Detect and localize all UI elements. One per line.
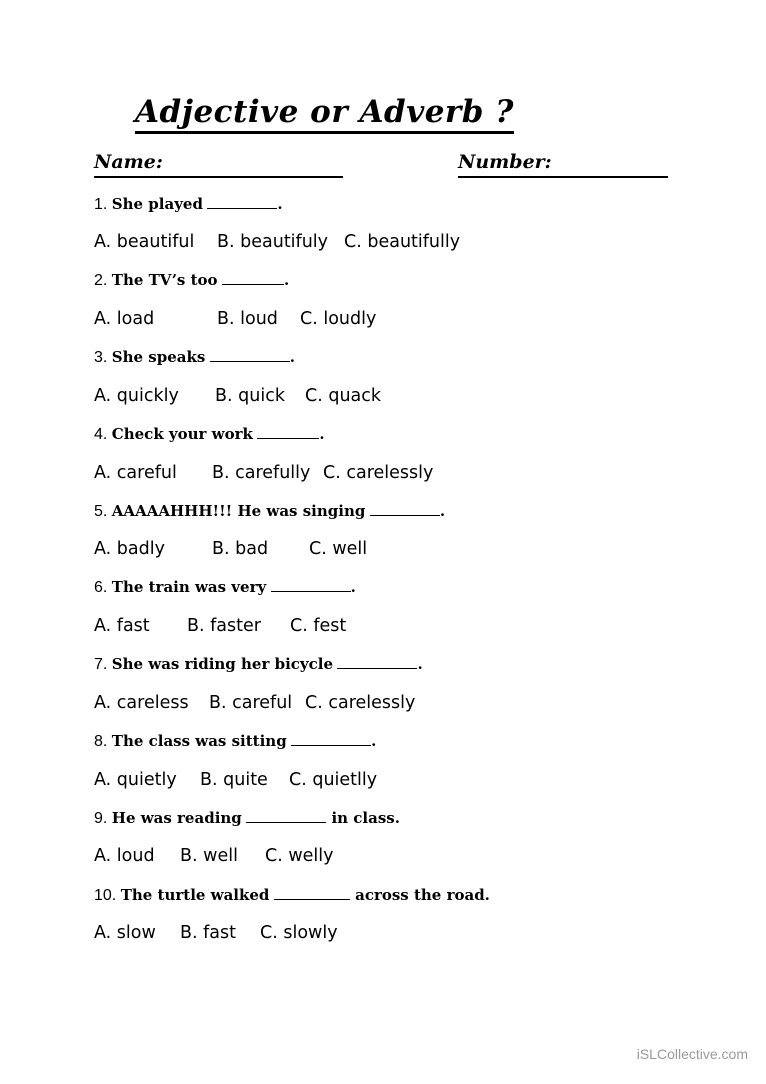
- question-tail: .: [350, 578, 356, 596]
- option-a[interactable]: A. careful: [94, 463, 177, 483]
- answer-blank[interactable]: [337, 654, 417, 669]
- question-number: 5.: [94, 503, 108, 520]
- name-field[interactable]: [94, 150, 343, 178]
- option-b[interactable]: B. quite: [200, 770, 268, 790]
- option-c[interactable]: C. carelessly: [323, 463, 434, 483]
- question-number: 3.: [94, 349, 108, 366]
- option-c[interactable]: C. quack: [305, 386, 382, 406]
- question-tail: across the road.: [349, 886, 490, 904]
- answer-blank[interactable]: [271, 577, 351, 592]
- answer-blank[interactable]: [246, 808, 326, 823]
- option-b[interactable]: B. careful: [209, 693, 293, 713]
- question-6: [94, 577, 356, 598]
- question-2: [94, 270, 289, 291]
- option-c[interactable]: C. loudly: [300, 309, 377, 329]
- option-b[interactable]: B. quick: [215, 386, 285, 406]
- question-stem: AAAAAHHH!!! He was singing: [111, 502, 366, 520]
- option-c[interactable]: C. quietlly: [289, 770, 378, 790]
- answer-blank[interactable]: [210, 347, 290, 362]
- question-3: [94, 347, 295, 368]
- option-c[interactable]: C. slowly: [260, 923, 338, 943]
- option-b[interactable]: B. well: [180, 846, 238, 866]
- option-b[interactable]: B. beautifuly: [217, 232, 329, 252]
- question-number: 9.: [94, 810, 108, 827]
- question-number: 8.: [94, 733, 108, 750]
- option-a[interactable]: A. quietly: [94, 770, 177, 790]
- option-c[interactable]: C. carelessly: [305, 693, 416, 713]
- answer-blank[interactable]: [222, 270, 284, 285]
- question-stem: The train was very: [111, 578, 267, 596]
- number-label: Number:: [458, 151, 552, 173]
- question-tail: .: [277, 195, 283, 213]
- question-tail: .: [439, 502, 446, 520]
- question-9: [94, 808, 400, 829]
- name-label: Name:: [94, 151, 163, 173]
- option-a[interactable]: A. quickly: [94, 386, 179, 406]
- question-number: 1.: [94, 196, 108, 213]
- question-stem: She was riding her bicycle: [111, 655, 333, 673]
- option-b[interactable]: B. loud: [217, 309, 278, 329]
- option-a[interactable]: A. careless: [94, 693, 189, 713]
- option-b[interactable]: B. faster: [187, 616, 261, 636]
- question-tail: .: [319, 425, 325, 443]
- option-a[interactable]: A. loud: [94, 846, 155, 866]
- watermark: iSLCollective.com: [636, 1046, 748, 1062]
- option-b[interactable]: B. fast: [180, 923, 236, 943]
- question-tail: .: [284, 271, 290, 289]
- answer-blank[interactable]: [370, 501, 440, 516]
- question-number: 10.: [94, 887, 117, 904]
- question-tail: .: [417, 655, 423, 673]
- option-a[interactable]: A. load: [94, 309, 155, 329]
- answer-blank[interactable]: [207, 194, 277, 209]
- option-b[interactable]: B. bad: [212, 539, 269, 559]
- question-number: 2.: [94, 272, 108, 289]
- question-tail: in class.: [326, 809, 400, 827]
- question-4: [94, 424, 325, 445]
- question-stem: The TV’s too: [111, 271, 218, 289]
- option-a[interactable]: A. slow: [94, 923, 156, 943]
- question-stem: The turtle walked: [120, 886, 270, 904]
- answer-blank[interactable]: [291, 731, 371, 746]
- question-stem: She played: [111, 195, 203, 213]
- question-stem: He was reading: [111, 809, 242, 827]
- question-tail: .: [371, 732, 377, 750]
- question-stem: The class was sitting: [111, 732, 287, 750]
- question-stem: Check your work: [111, 425, 253, 443]
- option-c[interactable]: C. well: [309, 539, 368, 559]
- question-tail: .: [289, 348, 296, 366]
- option-c[interactable]: C. welly: [265, 846, 334, 866]
- option-a[interactable]: A. badly: [94, 539, 165, 559]
- question-stem: She speaks: [111, 348, 206, 366]
- question-5: [94, 501, 445, 522]
- question-8: [94, 731, 376, 752]
- option-c[interactable]: C. fest: [290, 616, 347, 636]
- option-a[interactable]: A. beautiful: [94, 232, 195, 252]
- option-b[interactable]: B. carefully: [212, 463, 311, 483]
- question-number: 6.: [94, 579, 108, 596]
- answer-blank[interactable]: [257, 424, 319, 439]
- question-7: [94, 654, 423, 675]
- option-a[interactable]: A. fast: [94, 616, 150, 636]
- number-field[interactable]: [458, 150, 668, 178]
- worksheet-title: Adjective or Adverb ?: [135, 93, 514, 134]
- question-1: [94, 194, 283, 215]
- answer-blank[interactable]: [274, 885, 350, 900]
- question-number: 7.: [94, 656, 108, 673]
- question-10: [94, 885, 490, 906]
- option-c[interactable]: C. beautifully: [344, 232, 461, 252]
- question-number: 4.: [94, 426, 108, 443]
